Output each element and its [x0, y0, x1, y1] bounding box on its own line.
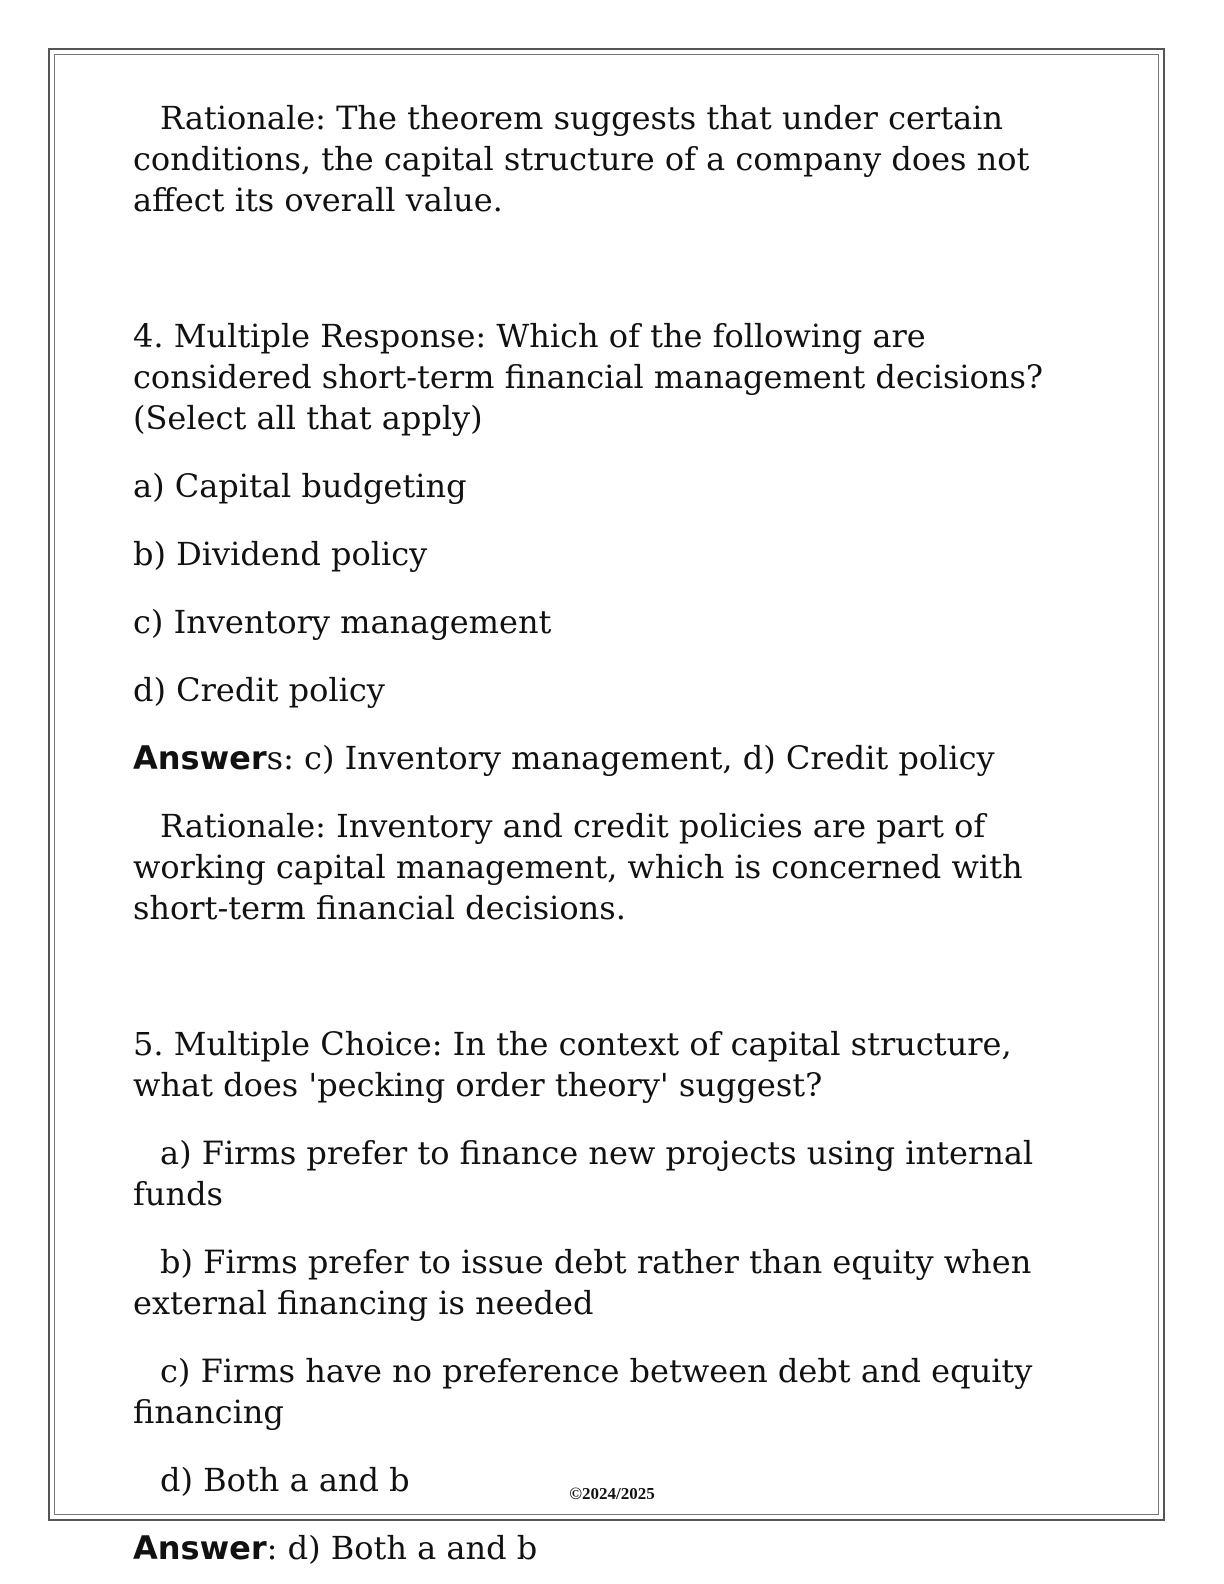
q4-answer [133, 738, 1083, 779]
q4-answer-text: s: c) Inventory management, d) Credit policy [266, 739, 995, 777]
q5-option-d: d) Both a and b [160, 1461, 410, 1499]
q4-option-b: b) Dividend policy [133, 535, 428, 573]
q5-option-b: b) Firms prefer to issue debt rather than equity when external financing is needed [133, 1243, 1032, 1322]
q4-question: 4. Multiple Response: Which of the following are considered short-term financial management decisions? (Select all that apply) [133, 317, 1044, 437]
copyright-footer: ©2024/2025 [569, 1484, 655, 1503]
q5-option-a: a) Firms prefer to finance new projects using internal funds [133, 1134, 1034, 1213]
q5-option-c: c) Firms have no preference between debt and equity financing [133, 1352, 1033, 1431]
q4-rationale: Rationale: Inventory and credit policies are part of working capital management, which is concerned with short-term financial decisions. [133, 807, 1023, 927]
q4-option-c: c) Inventory management [133, 603, 552, 641]
q4-option-a: a) Capital budgeting [133, 467, 467, 505]
q5-question: 5. Multiple Choice: In the context of capital structure, what does 'pecking order theory' suggest? [133, 1025, 1012, 1104]
q5-answer [133, 1528, 1083, 1569]
q5-answer-label: Answer [133, 1529, 267, 1567]
document-body [133, 98, 1083, 1569]
q4-option-d: d) Credit policy [133, 671, 385, 709]
q3-rationale: Rationale: The theorem suggests that under certain conditions, the capital structure of a company does not affect its overall value. [133, 99, 1030, 219]
q4-answer-label: Answer [133, 739, 267, 777]
q5-answer-text: : d) Both a and b [266, 1529, 538, 1567]
